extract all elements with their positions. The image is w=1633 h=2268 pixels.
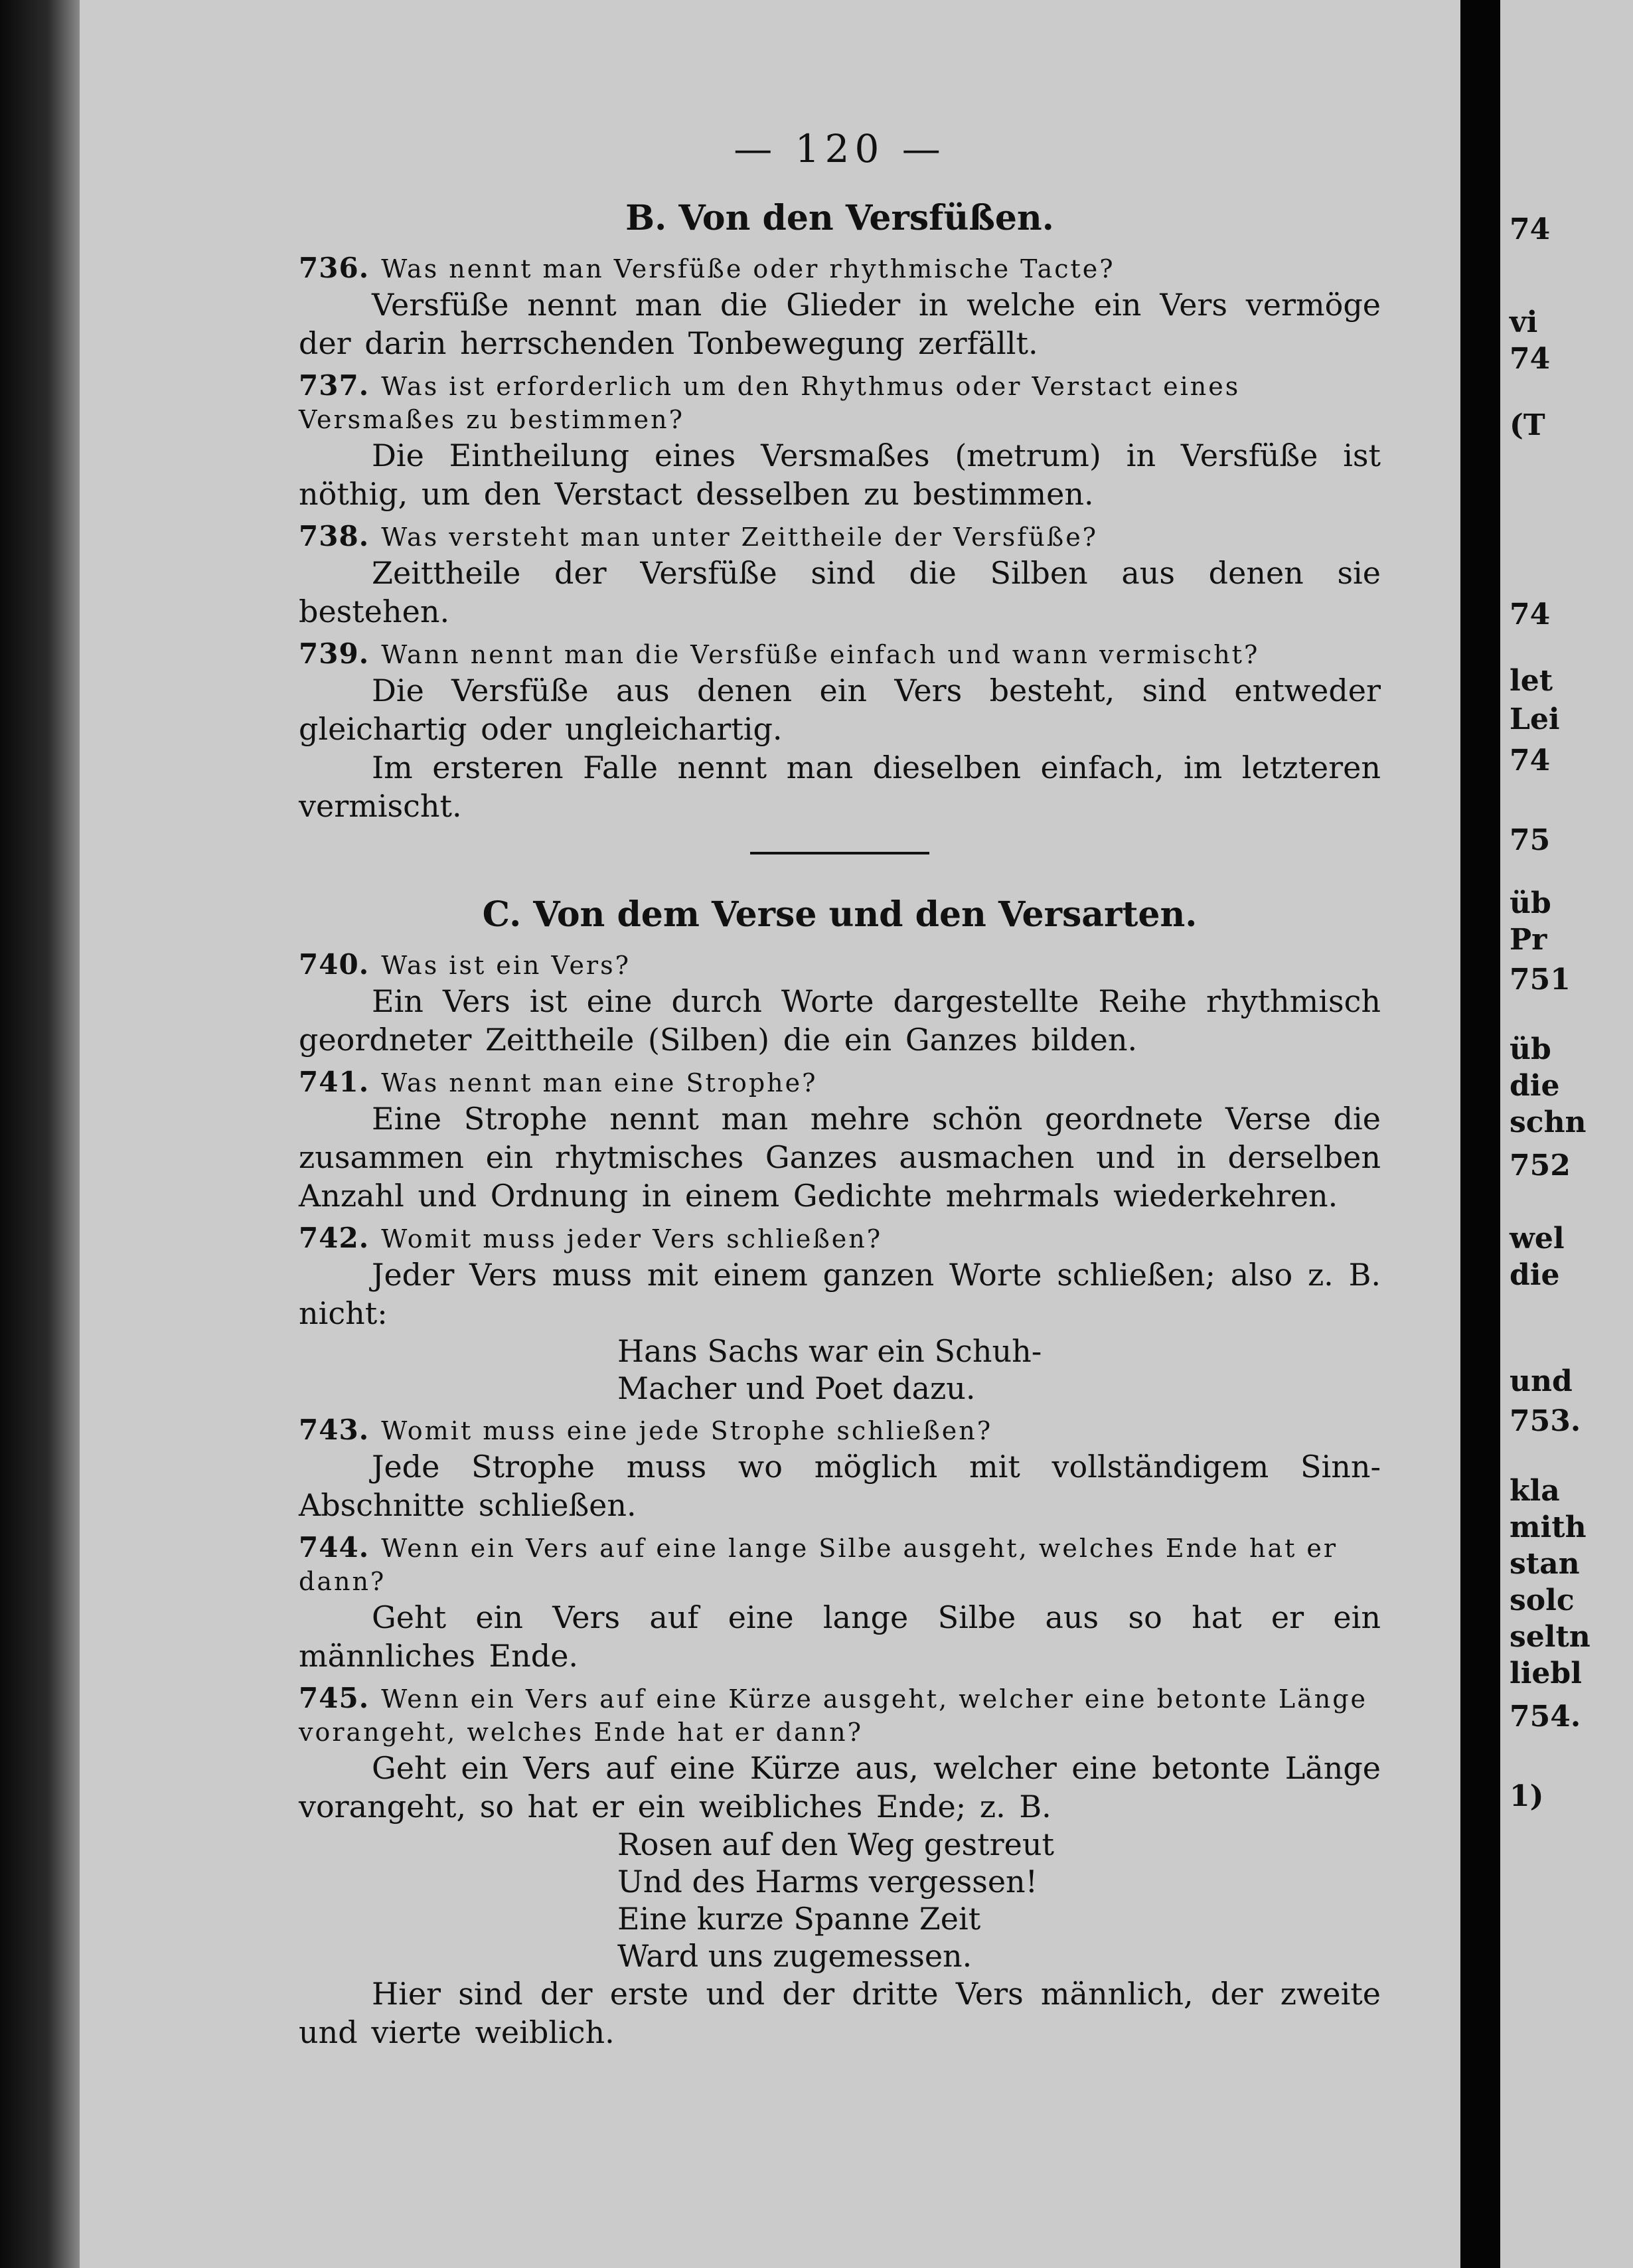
question: [299, 252, 1381, 285]
answer-text: Geht ein Vers auf eine Kürze aus, welcher eine betonte Länge vorangeht, so hat er ein weibliches Ende; z. B.: [299, 1750, 1381, 1824]
qa-item-740: [299, 948, 1381, 1059]
question-number: 744.: [299, 1531, 370, 1564]
qa-item-739: [299, 637, 1381, 825]
question: [299, 637, 1381, 671]
right-page-fragment: 74: [1510, 212, 1551, 246]
right-page-fragment: üb: [1510, 1032, 1551, 1066]
verse-line: Und des Harms vergessen!: [617, 1864, 1038, 1900]
question: [299, 1682, 1381, 1749]
qa-item-744: [299, 1531, 1381, 1675]
question: [299, 1222, 1381, 1256]
question-text: Was ist erforderlich um den Rhythmus oder Verstact eines Versmaßes zu bestimmen?: [299, 372, 1241, 434]
question: [299, 369, 1381, 436]
qa-item-737: [299, 369, 1381, 513]
right-page-fragment: 751: [1510, 963, 1571, 997]
section-divider: [750, 852, 929, 854]
question-number: 743.: [299, 1414, 370, 1446]
verse-line: Macher und Poet dazu.: [617, 1370, 976, 1406]
verse-line: Eine kurze Spanne Zeit: [617, 1901, 981, 1937]
right-page-fragment: die: [1510, 1069, 1560, 1103]
answer-text: Jeder Vers muss mit einem ganzen Worte schließen; also z. B. nicht:: [299, 1257, 1381, 1331]
right-page-fragment: let: [1510, 664, 1553, 698]
right-page-fragment: mith: [1510, 1510, 1587, 1544]
right-page-fragment: üb: [1510, 886, 1551, 920]
question: [299, 1414, 1381, 1447]
answer-text: Die Versfüße aus denen ein Vers besteht, sind entweder gleichartig oder ungleichartig.: [299, 673, 1381, 747]
question-number: 740.: [299, 948, 370, 981]
question: [299, 948, 1381, 982]
right-page-fragment: 75: [1510, 823, 1551, 857]
right-page-fragment: liebl: [1510, 1657, 1582, 1690]
question-text: Was versteht man unter Zeittheile der Versfüße?: [381, 523, 1099, 552]
answer-text-continued: Im ersteren Falle nennt man dieselben einfach, im letzteren vermischt.: [299, 750, 1381, 824]
qa-item-745: [299, 1682, 1381, 2052]
question-text: Was ist ein Vers?: [381, 951, 631, 980]
right-page-edge: [1500, 0, 1633, 2268]
right-page-fragment: (T: [1510, 408, 1545, 442]
page-number: — 120 —: [734, 126, 946, 171]
question-text: Wann nennt man die Versfüße einfach und wann vermischt?: [381, 640, 1260, 669]
answer-text: Ein Vers ist eine durch Worte dargestellte Reihe rhythmisch geordneter Zeittheile (Silben) die ein Ganzes bilden.: [299, 983, 1381, 1058]
right-page-fragment: schn: [1510, 1105, 1587, 1139]
qa-item-738: [299, 520, 1381, 631]
question-text: Womit muss eine jede Strophe schließen?: [381, 1416, 993, 1445]
answer-text: Zeittheile der Versfüße sind die Silben aus denen sie bestehen.: [299, 555, 1381, 629]
right-page-fragment: 74: [1510, 342, 1551, 376]
verse-line: Hans Sachs war ein Schuh-: [617, 1333, 1042, 1369]
right-page-fragment: wel: [1510, 1222, 1565, 1256]
right-page-fragment: 753.: [1510, 1404, 1581, 1438]
question-text: Was nennt man Versfüße oder rhythmische Tacte?: [381, 254, 1115, 284]
scan-left-edge: [0, 0, 80, 2268]
question: [299, 1066, 1381, 1099]
question-number: 745.: [299, 1682, 370, 1714]
qa-item-742: [299, 1222, 1381, 1407]
right-page-fragment: kla: [1510, 1474, 1560, 1508]
section-heading-b: B. Von den Versfüßen.: [625, 198, 1054, 238]
right-page-fragment: seltn: [1510, 1620, 1591, 1654]
right-page-fragment: Pr: [1510, 923, 1547, 957]
right-page-fragment: und: [1510, 1364, 1573, 1398]
question-number: 737.: [299, 369, 370, 402]
question-number: 739.: [299, 637, 370, 670]
qa-item-743: [299, 1414, 1381, 1524]
right-page-fragment: 752: [1510, 1149, 1571, 1182]
qa-item-736: [299, 252, 1381, 363]
section-heading-c: C. Von dem Verse und den Versarten.: [482, 894, 1198, 935]
page-content: [299, 126, 1381, 2058]
question-number: 741.: [299, 1066, 370, 1098]
question-number: 742.: [299, 1222, 370, 1254]
qa-item-741: [299, 1066, 1381, 1215]
question-number: 738.: [299, 520, 370, 552]
question-text: Wenn ein Vers auf eine Kürze ausgeht, welcher eine betonte Länge vorangeht, welches Ende hat er dann?: [299, 1684, 1368, 1747]
answer-text: Versfüße nennt man die Glieder in welche ein Vers vermöge der darin herrschenden Tonbewegung zerfällt.: [299, 287, 1381, 361]
right-page-fragment: 1): [1510, 1779, 1544, 1813]
right-page-fragment: 754.: [1510, 1700, 1581, 1734]
right-page-fragment: solc: [1510, 1583, 1575, 1617]
question: [299, 520, 1381, 554]
answer-text-continued: Hier sind der erste und der dritte Vers männlich, der zweite und vierte weiblich.: [299, 1976, 1381, 2050]
verse-line: Rosen auf den Weg gestreut: [617, 1826, 1054, 1862]
right-page-fragment: die: [1510, 1258, 1560, 1292]
question: [299, 1531, 1381, 1598]
answer-text: Jede Strophe muss wo möglich mit vollständigem Sinn-Abschnitte schließen.: [299, 1449, 1381, 1523]
verse-line: Ward uns zugemessen.: [617, 1938, 972, 1974]
right-page-fragment: 74: [1510, 598, 1551, 631]
right-page-fragment: 74: [1510, 744, 1551, 777]
book-gutter: [1460, 0, 1500, 2268]
right-page-fragment: Lei: [1510, 702, 1560, 736]
answer-text: Geht ein Vers auf eine lange Silbe aus so hat er ein männliches Ende.: [299, 1599, 1381, 1674]
question-text: Wenn ein Vers auf eine lange Silbe ausgeht, welches Ende hat er dann?: [299, 1534, 1338, 1596]
right-page-fragment: vi: [1510, 305, 1538, 339]
question-number: 736.: [299, 252, 370, 284]
question-text: Womit muss jeder Vers schließen?: [381, 1224, 883, 1254]
question-text: Was nennt man eine Strophe?: [381, 1068, 818, 1097]
right-page-fragment: stan: [1510, 1547, 1580, 1581]
answer-text: Die Eintheilung eines Versmaßes (metrum) in Versfüße ist nöthig, um den Verstact desselben zu bestimmen.: [299, 438, 1381, 512]
answer-text: Eine Strophe nennt man mehre schön geordnete Verse die zusammen ein rhytmisches Ganzes ausmachen und in derselben Anzahl und Ordnung in einem Gedichte mehrmals wiederkehren.: [299, 1101, 1381, 1214]
